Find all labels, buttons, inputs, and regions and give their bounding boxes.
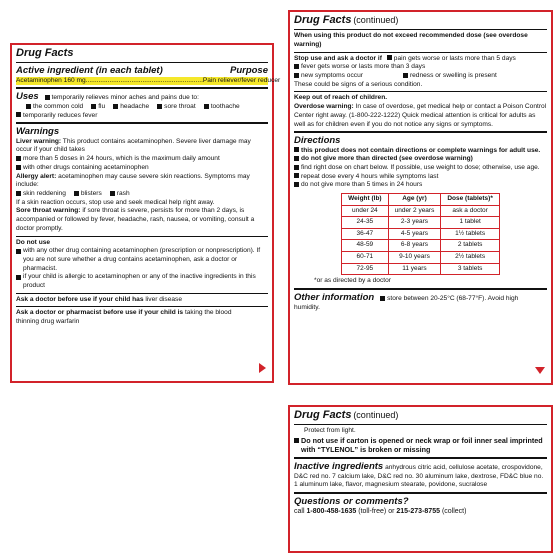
bullet-square-icon (16, 275, 21, 280)
text-right-table-rows-4-2: 2½ tablets (441, 252, 500, 264)
text-right-table-rows-3-2: 2 tablets (441, 240, 500, 252)
text-left-warnings-title: Warnings (16, 126, 60, 138)
warnings-section (16, 126, 268, 233)
table-header-row (342, 194, 500, 206)
text-left-donot-b1: with any other drug containing acetaminophen (prescription or nonprescription). If you are not sure whether a drug contains acetaminophen, ask a doctor or pharmacist. (23, 247, 261, 272)
text-right-stop-b4: redness or swelling is present (409, 72, 497, 79)
text-right-dir-b1: this product does not contain directions or complete warnings for adult use. (301, 146, 541, 154)
text-left-uses-intro: temporarily relieves minor aches and pains due to: (51, 94, 199, 102)
text-left-allergy-text: acetaminophen may cause severe skin reactions. Symptoms may include: (16, 172, 250, 189)
text-right-table-headers-2: Dose (tablets)* (441, 194, 500, 206)
bullet-square-icon (387, 55, 392, 60)
bullet-square-icon (16, 249, 21, 254)
text-left-allergy-label: Allergy alert: (16, 172, 57, 180)
text-right-overdose-text: In case of overdose, get medical help or contact a Poison Control Center right away. (1-800-222-1222) Quick medical attention is critical for adults as well as for children even if you do not notice any signs or symptoms. (294, 103, 547, 128)
text-bottom-call-prefix: call (294, 508, 305, 516)
bullet-square-icon (91, 104, 96, 109)
bullet-square-icon (157, 104, 162, 109)
text-left-active-header: Active ingredient (in each tablet) (16, 65, 163, 77)
text-right-dir-b2: do not give more than directed (see overdose warning) (301, 155, 473, 163)
text-right-stop-b2: fever gets worse or lasts more than 3 days (301, 63, 426, 71)
text-right-table-rows-1-0: 24-35 (342, 217, 388, 229)
bullet-square-icon (380, 296, 385, 301)
bullet-square-icon (294, 438, 299, 443)
uses-section (16, 91, 268, 120)
text-left-liver-b2: with other drugs containing acetaminophen (23, 163, 149, 171)
text-left-uses-items-0: the common cold (33, 102, 84, 110)
continue-arrow-icon (259, 363, 266, 373)
text-right-table-rows-1-2: 1 tablet (441, 217, 500, 229)
text-left-purpose-header: Purpose (229, 65, 268, 77)
table-row (342, 217, 500, 229)
text-right-other-title: Other information (294, 291, 375, 303)
text-right-dir-b3: find right dose on chart below. If possible, use weight to dose; otherwise, use age. (301, 164, 540, 172)
text-right-table-rows-0-1: under 2 years (388, 205, 441, 217)
text-left-uses-items-3: sore throat (164, 102, 196, 110)
text-right-keep-out: Keep out of reach of children. (294, 94, 388, 102)
text-bottom-continued: (continued) (353, 410, 399, 420)
text-right-directions-title: Directions (294, 135, 341, 147)
text-right-overdose-label: Overdose warning: (294, 103, 354, 111)
dosage-table (341, 193, 500, 275)
do-not-use-section (16, 239, 268, 291)
text-right-title: Drug Facts (294, 14, 352, 26)
panel-title (294, 14, 547, 27)
text-left-uses-items-1: flu (98, 102, 106, 110)
table-row (342, 228, 500, 240)
text-right-table-headers-0: Weight (lb) (342, 194, 388, 206)
text-left-active-purpose: Pain reliever/fever reducer (202, 76, 281, 84)
text-left-askpharm-text: taking the blood thinning drug warfarin (16, 309, 232, 326)
inactive-ingredients-section (294, 461, 547, 490)
text-right-table-rows-4-1: 9-10 years (388, 252, 441, 264)
text-right-table-rows-0-0: under 24 (342, 205, 388, 217)
drug-facts-panel-3 (288, 405, 553, 553)
bullet-square-icon (16, 112, 21, 117)
protect-text: Protect from light. (304, 427, 356, 435)
text-left-uses-title: Uses (16, 91, 39, 103)
phone-number: 1-800-458-1635 (306, 508, 357, 516)
keep-out-section (294, 94, 547, 129)
text-left-askdoc-label: Ask a doctor before use if your child has (16, 295, 144, 303)
bullet-square-icon (110, 191, 115, 196)
seal-warning (294, 436, 547, 455)
table-note: *or as directed by a doctor (314, 277, 391, 285)
text-left-liver-label: Liver warning: (16, 137, 62, 145)
text-right-dir-b4: repeat dose every 4 hours while symptoms last (301, 172, 439, 180)
text-left-allergy-items-2: rash (116, 190, 130, 197)
bullet-square-icon (294, 156, 299, 161)
text-left-donot-title: Do not use (16, 238, 51, 246)
bullet-square-icon (294, 64, 299, 69)
bullet-square-icon (16, 191, 21, 196)
text-right-table-rows-2-0: 36-47 (342, 228, 388, 240)
panel-title: Drug Facts (16, 47, 74, 59)
bullet-square-icon (113, 104, 118, 109)
table-row (342, 263, 500, 275)
questions-section (294, 496, 547, 517)
text-right-table-headers-1: Age (yr) (388, 194, 441, 206)
bullet-square-icon (294, 165, 299, 170)
bullet-square-icon (403, 73, 408, 78)
text-right-dir-b5: do not give more than 5 times in 24 hours (301, 181, 423, 189)
bullet-square-icon (294, 73, 299, 78)
text-left-liver-b1: more than 5 doses in 24 hours, which is the maximum daily amount (23, 155, 220, 163)
text-left-uses-items-4: toothache (210, 102, 240, 110)
text-left-uses-items-2: headache (120, 102, 150, 110)
text-bottom-seal: Do not use if carton is opened or neck wrap or foil inner seal imprinted with “TYLENOL” is broken or missing (301, 435, 543, 455)
text-right-table-rows-3-1: 6-8 years (388, 240, 441, 252)
text-left-askdoc-text: liver disease (145, 295, 183, 303)
when-using-section: When using this product do not exceed recommended dose (see overdose warning) (294, 32, 528, 48)
ask-doctor-section (16, 296, 268, 305)
text-left-allergy-items-0: skin reddening (23, 190, 66, 197)
phone-number: 215-273-8755 (396, 508, 440, 516)
text-left-donot-b2: if your child is allergic to acetaminophen or any of the inactive ingredients in this product (23, 273, 256, 290)
text-right-other-text: store between 20-25°C (68-77°F). Avoid high humidity. (294, 294, 519, 311)
text-right-stop-b1: pain gets worse or lasts more than 5 days (393, 54, 516, 62)
bullet-square-icon (294, 173, 299, 178)
bullet-square-icon (204, 104, 209, 109)
stop-use-section (294, 55, 547, 90)
text-right-continued: (continued) (353, 15, 399, 25)
bullet-square-icon (16, 156, 21, 161)
text-left-liver-text: This product contains acetaminophen. Severe liver damage may occur if your child takes (16, 137, 251, 154)
table-row (342, 252, 500, 264)
text-bottom-questions-title: Questions or comments? (294, 496, 409, 507)
text-left-active-ingredient: Acetaminophen 160 mg (16, 76, 86, 84)
table-row (342, 240, 500, 252)
text-left-throat-label: Sore throat warning: (16, 207, 81, 215)
text-left-throat-text: if sore throat is severe, persists for more than 2 days, is accompanied or followed by fever, headache, rash, nausea, or vomiting, consult a doctor promptly. (16, 207, 255, 232)
text-right-table-rows-5-2: 3 tablets (441, 263, 500, 275)
table-row (342, 205, 500, 217)
text-bottom-phone2-note: (collect) (441, 508, 467, 516)
bullet-square-icon (26, 104, 31, 109)
text-right-table-rows-5-0: 72-95 (342, 263, 388, 275)
text-left-active-dots: ................................................................ (85, 76, 203, 84)
text-right-table-rows-2-1: 4-5 years (388, 228, 441, 240)
text-right-table-rows-5-1: 11 years (388, 263, 441, 275)
panel-title (294, 409, 547, 422)
text-left-askpharm-label: Ask a doctor or pharmacist before use if your child is (16, 309, 184, 317)
text-left-allergy-items-1: blisters (80, 190, 102, 197)
active-ingredient-row (16, 76, 281, 86)
text-right-stop-after: These could be signs of a serious condition. (294, 80, 423, 88)
drug-facts-panel-1 (10, 43, 281, 383)
text-bottom-phone1-note: (toll-free) or (358, 508, 395, 516)
continue-arrow-icon (535, 367, 545, 374)
bullet-square-icon (294, 147, 299, 152)
text-left-uses-fever: temporarily reduces fever (23, 111, 98, 119)
text-right-stop-b3: new symptoms occur (301, 72, 363, 79)
text-right-table-rows-4-0: 60-71 (342, 252, 388, 264)
bullet-square-icon (74, 191, 79, 196)
text-right-table-rows-1-1: 2-3 years (388, 217, 441, 229)
text-right-table-rows-0-2: ask a doctor (441, 205, 500, 217)
ask-pharmacist-section (16, 309, 268, 326)
text-right-table-rows-2-2: 1½ tablets (441, 228, 500, 240)
active-ingredient-header (16, 65, 268, 76)
text-bottom-title: Drug Facts (294, 409, 352, 421)
text-bottom-inactive-title: Inactive ingredients (294, 460, 384, 472)
other-information-section (294, 292, 547, 312)
text-left-allergy-after: If a skin reaction occurs, stop use and seek medical help right away. (16, 198, 215, 206)
bullet-square-icon (45, 95, 50, 100)
drug-facts-panel-2 (288, 10, 553, 385)
text-bottom-inactive-text: anhydrous citric acid, cellulose acetate, crospovidone, D&C red no. 7 calcium lake, D&C red no. 30 aluminum lake, dextrose, FD&C blue no. 1 aluminum lake, flavor, magnesium stearate, povidone, sucralose (294, 463, 544, 489)
directions-section (294, 135, 547, 286)
bullet-square-icon (16, 165, 21, 170)
text-right-stop-label: Stop use and ask a doctor if (294, 54, 382, 62)
text-right-table-rows-3-0: 48-59 (342, 240, 388, 252)
bullet-square-icon (294, 182, 299, 187)
